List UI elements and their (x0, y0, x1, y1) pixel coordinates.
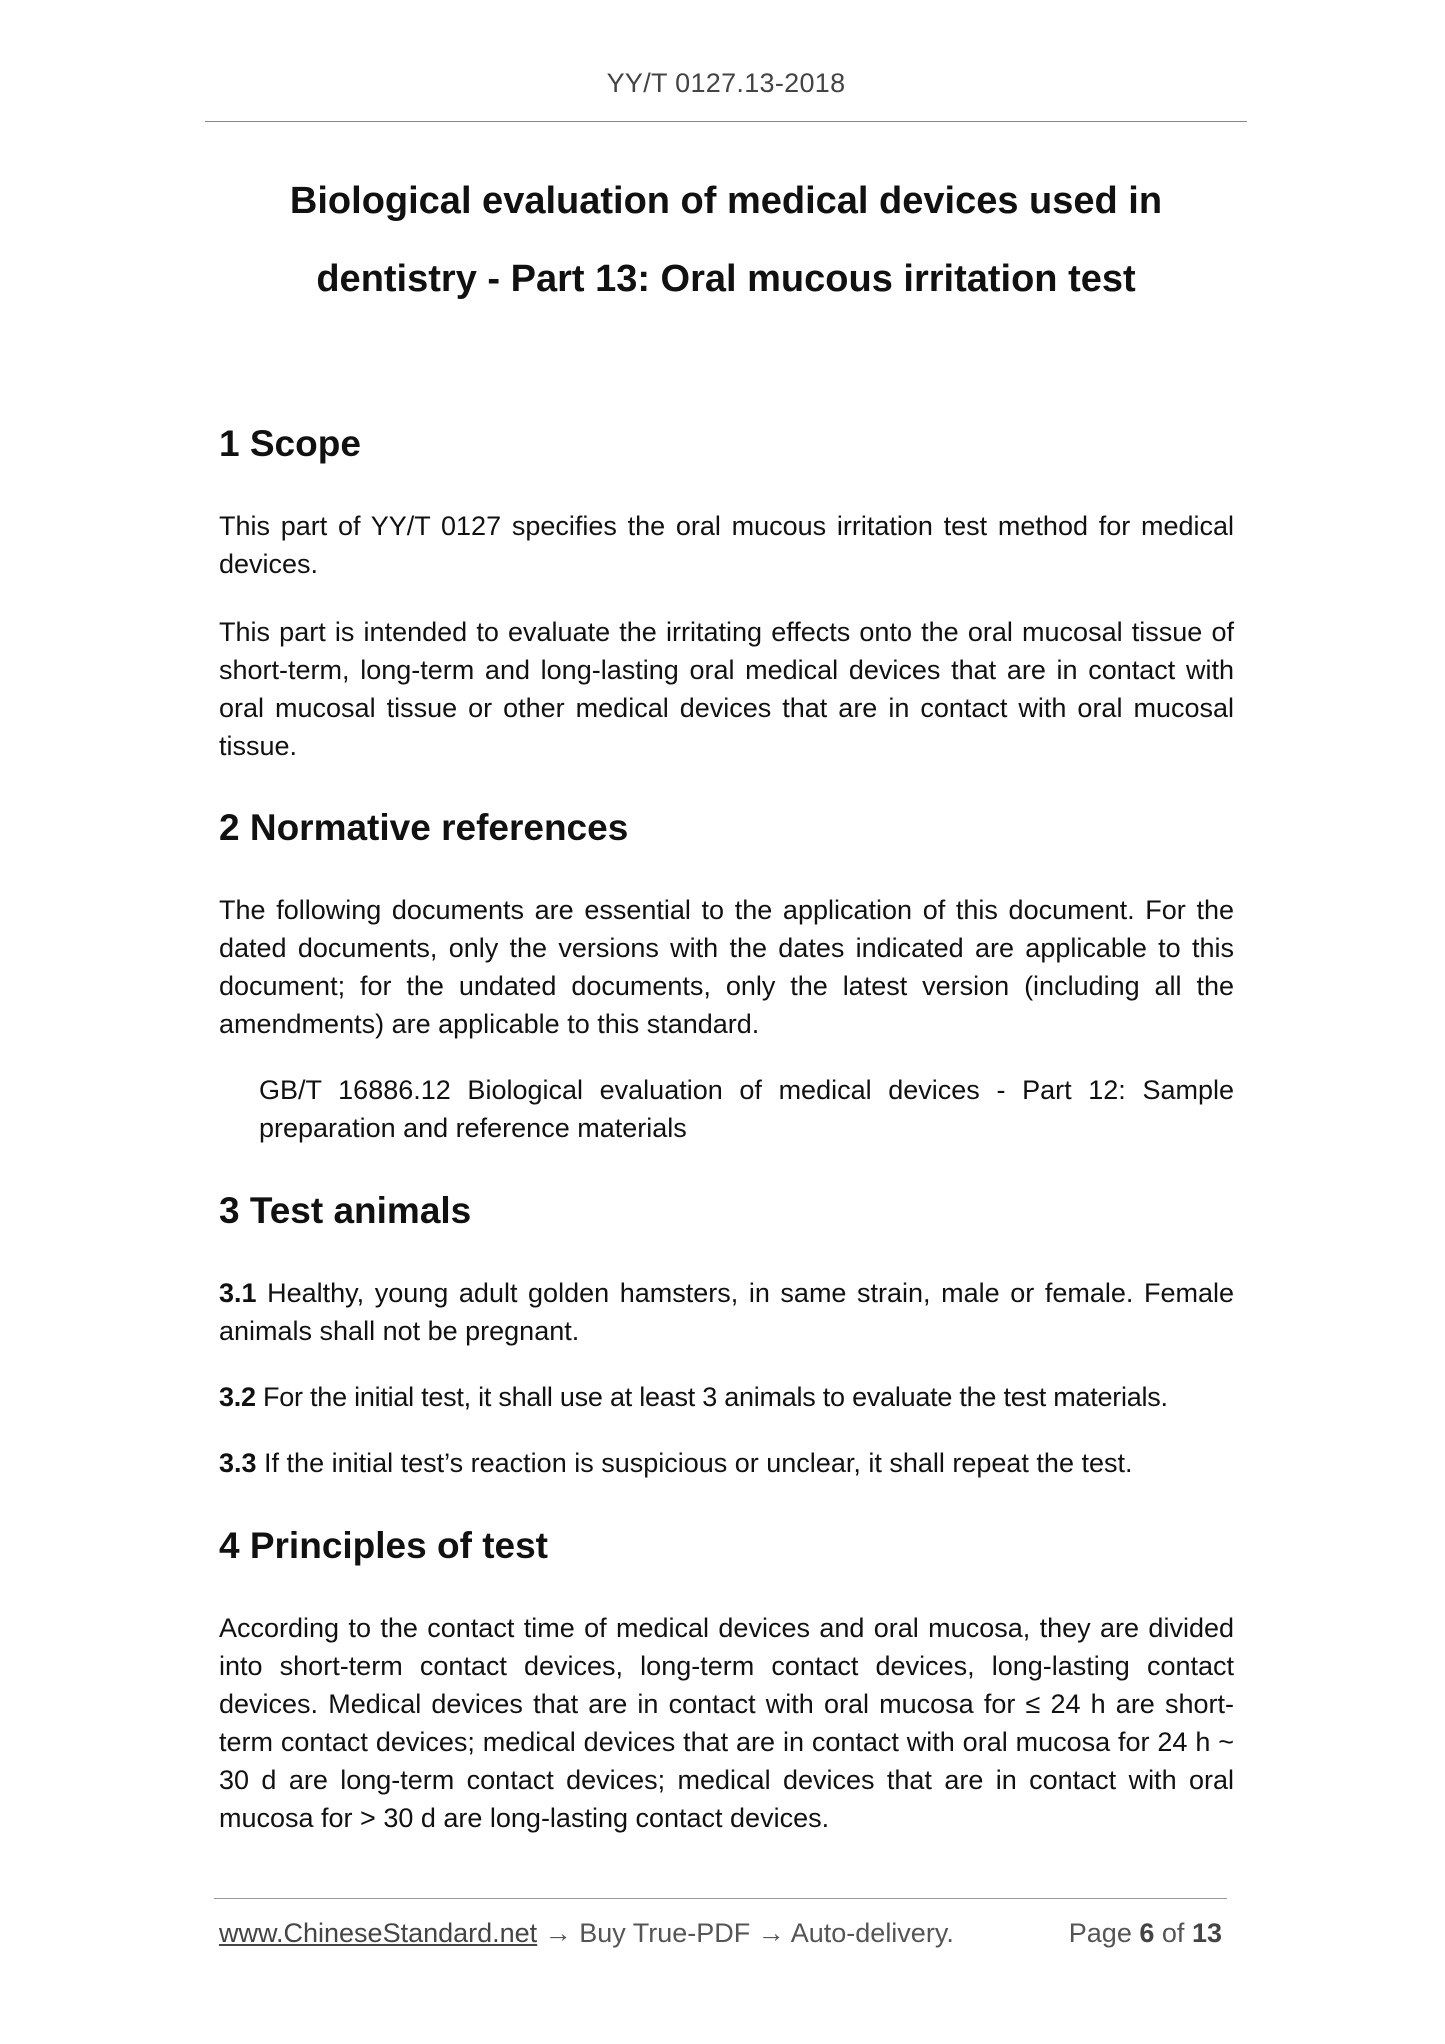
principles-paragraph: According to the contact time of medical devices and oral mucosa, they are divided into short-term contact devices, long-term contact devices, long-lasting contact devices. Medical devices that are in contact with oral mucosa for ≤ 24 h are short-term contact devices; medical devices that are in contact with oral mucosa for 24 h ~ 30 d are long-term contact devices; medical devices that are in contact with oral mucosa for > 30 d are long-lasting contact devices. (219, 1613, 1234, 1833)
page-current: 6 (1139, 1918, 1155, 1948)
document-body (219, 420, 1234, 1837)
normative-references-paragraph: The following documents are essential to the application of this document. For the dated documents, only the versions with the dates indicated are applicable to this document; for the undated documents, only the latest version (including all the amendments) are applicable to this standard. (219, 895, 1234, 1039)
clause-text: For the initial test, it shall use at least 3 animals to evaluate the test materials. (255, 1382, 1168, 1412)
document-title-line-1: Biological evaluation of medical devices used in (289, 180, 1163, 222)
section-heading-scope: 1 Scope (219, 423, 361, 464)
clause-3-3 (219, 1444, 1234, 1482)
page-of-label: of (1161, 1918, 1185, 1948)
page-number (1069, 1918, 1222, 1949)
scope-paragraph-2: This part is intended to evaluate the irritating effects onto the oral mucosal tissue of short-term, long-term and long-lasting oral medical devices that are in contact with oral mucosal tissue or other medical devices that are in contact with oral mucosal tissue. (219, 617, 1234, 761)
scope-paragraph-1: This part of YY/T 0127 specifies the oral mucous irritation test method for medical devices. (219, 511, 1234, 579)
clause-number: 3.2 (219, 1382, 256, 1412)
clause-text: Healthy, young adult golden hamsters, in same strain, male or female. Female animals shall not be pregnant. (219, 1278, 1234, 1346)
clause-text: If the initial test’s reaction is suspicious or unclear, it shall repeat the test. (256, 1448, 1133, 1478)
clause-3-2 (219, 1378, 1234, 1416)
section-heading-principles-of-test: 4 Principles of test (219, 1525, 548, 1566)
section-heading-test-animals: 3 Test animals (219, 1190, 472, 1231)
clause-3-1 (219, 1274, 1234, 1350)
footer-tagline: → Buy True-PDF → Auto-delivery. (537, 1918, 954, 1948)
clause-number: 3.1 (219, 1278, 257, 1308)
header-divider (205, 121, 1247, 122)
document-title (205, 162, 1247, 318)
normative-reference-item: GB/T 16886.12 Biological evaluation of medical devices - Part 12: Sample preparation and reference materials (259, 1075, 1234, 1143)
page-total: 13 (1191, 1918, 1222, 1948)
clause-number: 3.3 (219, 1448, 257, 1478)
section-heading-normative-references: 2 Normative references (219, 807, 629, 848)
page-header-standard-number: YY/T 0127.13-2018 (606, 68, 846, 98)
page-label: Page (1068, 1918, 1132, 1948)
footer-divider (214, 1898, 1227, 1899)
document-title-line-2: dentistry - Part 13: Oral mucous irritation test (316, 258, 1136, 300)
footer-promo (219, 1918, 954, 1949)
website-link[interactable]: www.ChineseStandard.net (219, 1918, 538, 1948)
